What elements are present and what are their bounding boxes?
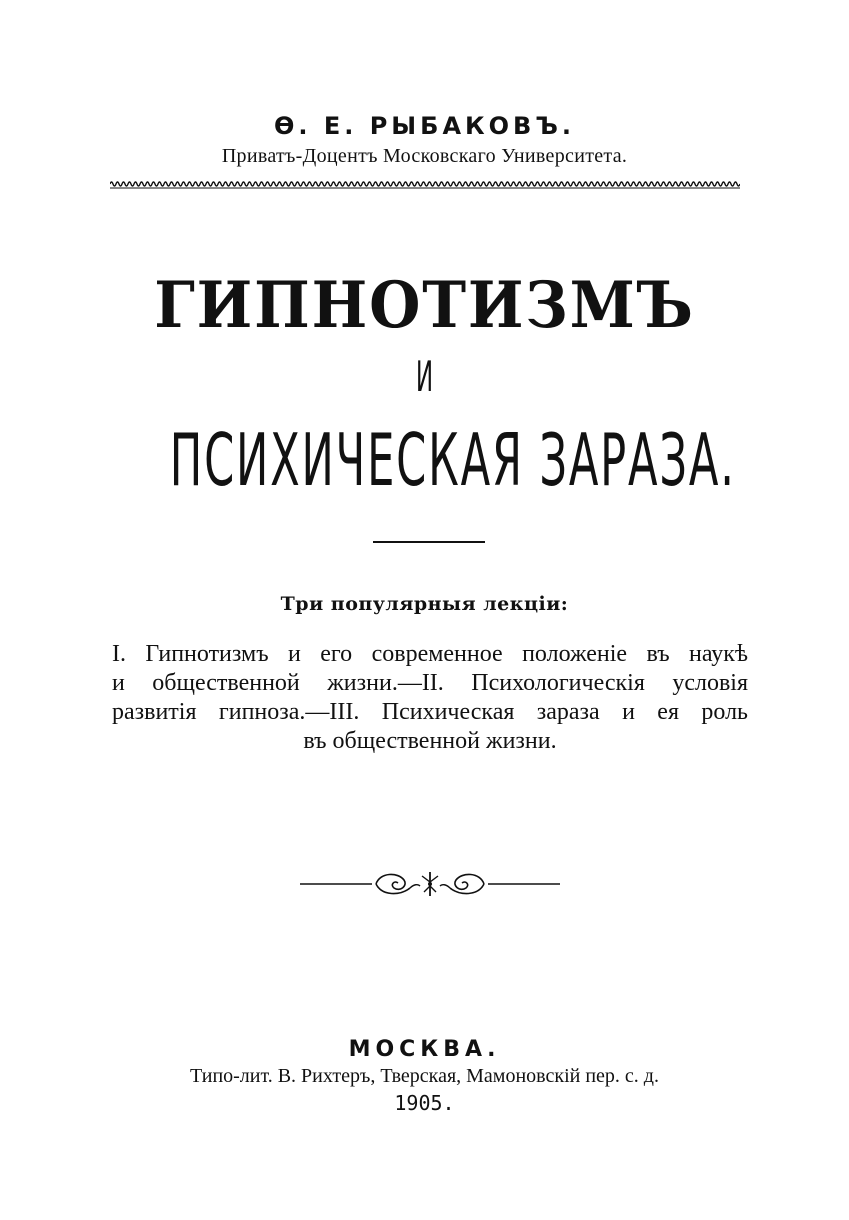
- lectures-line: въ общественной жизни.: [303, 728, 557, 754]
- sub-title: ПСИХИЧЕСКАЯ ЗАРАЗА.: [169, 418, 736, 502]
- ornament-divider: [300, 864, 560, 904]
- lectures-line: и общественной жизни.—II. Психологическія условія: [112, 670, 748, 696]
- lectures-list: [112, 640, 748, 756]
- lectures-heading: Три популярныя лекціи:: [280, 593, 569, 615]
- imprint-city: МОСКВА.: [348, 1037, 501, 1062]
- title-conjunction: И: [415, 352, 434, 401]
- main-title: ГИПНОТИЗМЪ: [154, 268, 695, 343]
- author-affiliation: Приватъ-Доцентъ Московскаго Университета.: [221, 145, 628, 167]
- wavy-rule: [110, 178, 740, 190]
- short-divider: [373, 541, 485, 543]
- imprint-year: 1905.: [394, 1091, 455, 1115]
- imprint-printer: Типо-лит. В. Рихтеръ, Тверская, Мамоновскій пер. с. д.: [190, 1065, 659, 1087]
- author-name: Ѳ. Е. РЫБАКОВЪ.: [273, 112, 576, 140]
- lectures-line: развитія гипноза.—III. Психическая зараза и ея роль: [112, 699, 748, 725]
- lectures-line: I. Гипнотизмъ и его современное положеніе въ наукѣ: [112, 641, 748, 667]
